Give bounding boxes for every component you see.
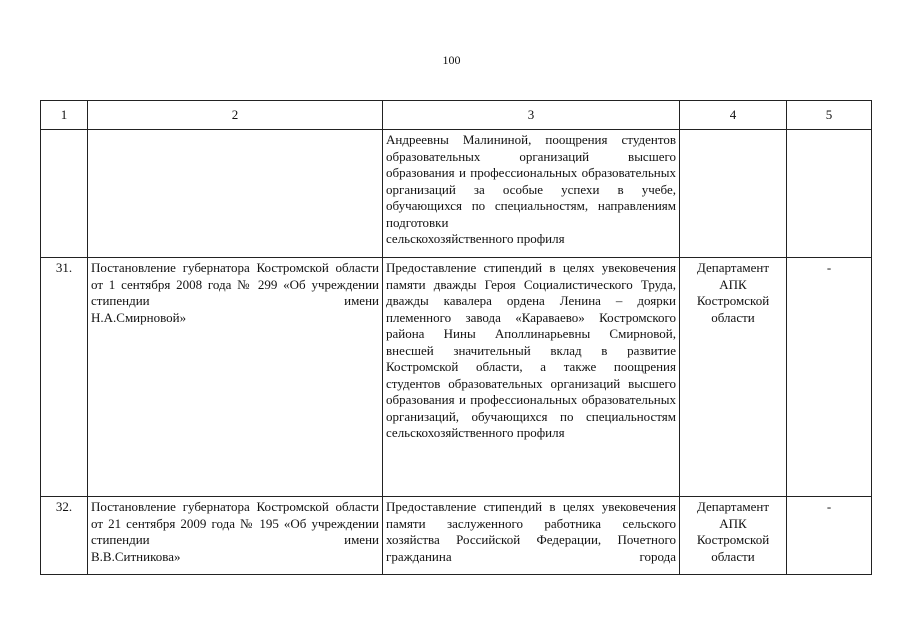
row-document <box>88 497 383 575</box>
row-document <box>88 258 383 497</box>
table-row <box>41 258 872 497</box>
purpose-text: Андреевны Малининой, поощрения студентов образовательных организаций высшего образования и профессиональных образовательных организаций за особые успехи в учебе, обучающихся по специальностям, направлениям подготовки <box>386 132 676 230</box>
document-text-last: В.В.Ситникова» <box>91 548 181 564</box>
page-number: 100 <box>442 53 461 67</box>
document-text: Постановление губернатора Костромской области от 21 сентября 2009 года № 195 «Об учреждении стипендии имени <box>91 499 379 547</box>
row-number: 32. <box>41 497 88 575</box>
row-department: Департамент АПК Костромской области <box>680 258 787 497</box>
row-department <box>680 130 787 258</box>
row-number: 31. <box>41 258 88 497</box>
document-text: Постановление губернатора Костромской области от 1 сентября 2008 года № 299 «Об учреждении стипендии имени <box>91 260 379 308</box>
purpose-text-last: сельскохозяйственного профиля <box>386 231 565 246</box>
row-document <box>88 130 383 258</box>
row-purpose <box>383 258 680 497</box>
header-col-1: 1 <box>41 101 88 130</box>
table-row <box>41 497 872 575</box>
row-department: Департамент АПК Костромской области <box>680 497 787 575</box>
header-col-3: 3 <box>383 101 680 130</box>
row-col5 <box>787 130 872 258</box>
row-purpose <box>383 497 680 575</box>
header-col-5: 5 <box>787 101 872 130</box>
row-col5: - <box>787 497 872 575</box>
header-col-4: 4 <box>680 101 787 130</box>
document-text-last: Н.А.Смирновой» <box>91 309 187 325</box>
register-table <box>40 100 872 575</box>
purpose-text-last: сельскохозяйственного профиля <box>386 425 565 440</box>
purpose-text: Предоставление стипендий в целях увековечения памяти дважды Героя Социалистического Труда, дважды кавалера ордена Ленина – доярки племенного завода «Караваево» Костромского района Нины Аполлинарьевны Смирновой, внесшей значительный вклад в развитие Костромской области, а также поощрения студентов образовательных организаций высшего образования и профессиональных образовательных организаций, обучающихся по специальностям <box>386 260 676 424</box>
purpose-text: Предоставление стипендий в целях увековечения памяти заслуженного работника сельского хозяйства Российской Федерации, Почетного гражданина города <box>386 499 676 564</box>
row-number <box>41 130 88 258</box>
table-header-row <box>41 101 872 130</box>
table-row <box>41 130 872 258</box>
header-col-2: 2 <box>88 101 383 130</box>
row-purpose <box>383 130 680 258</box>
row-col5: - <box>787 258 872 497</box>
